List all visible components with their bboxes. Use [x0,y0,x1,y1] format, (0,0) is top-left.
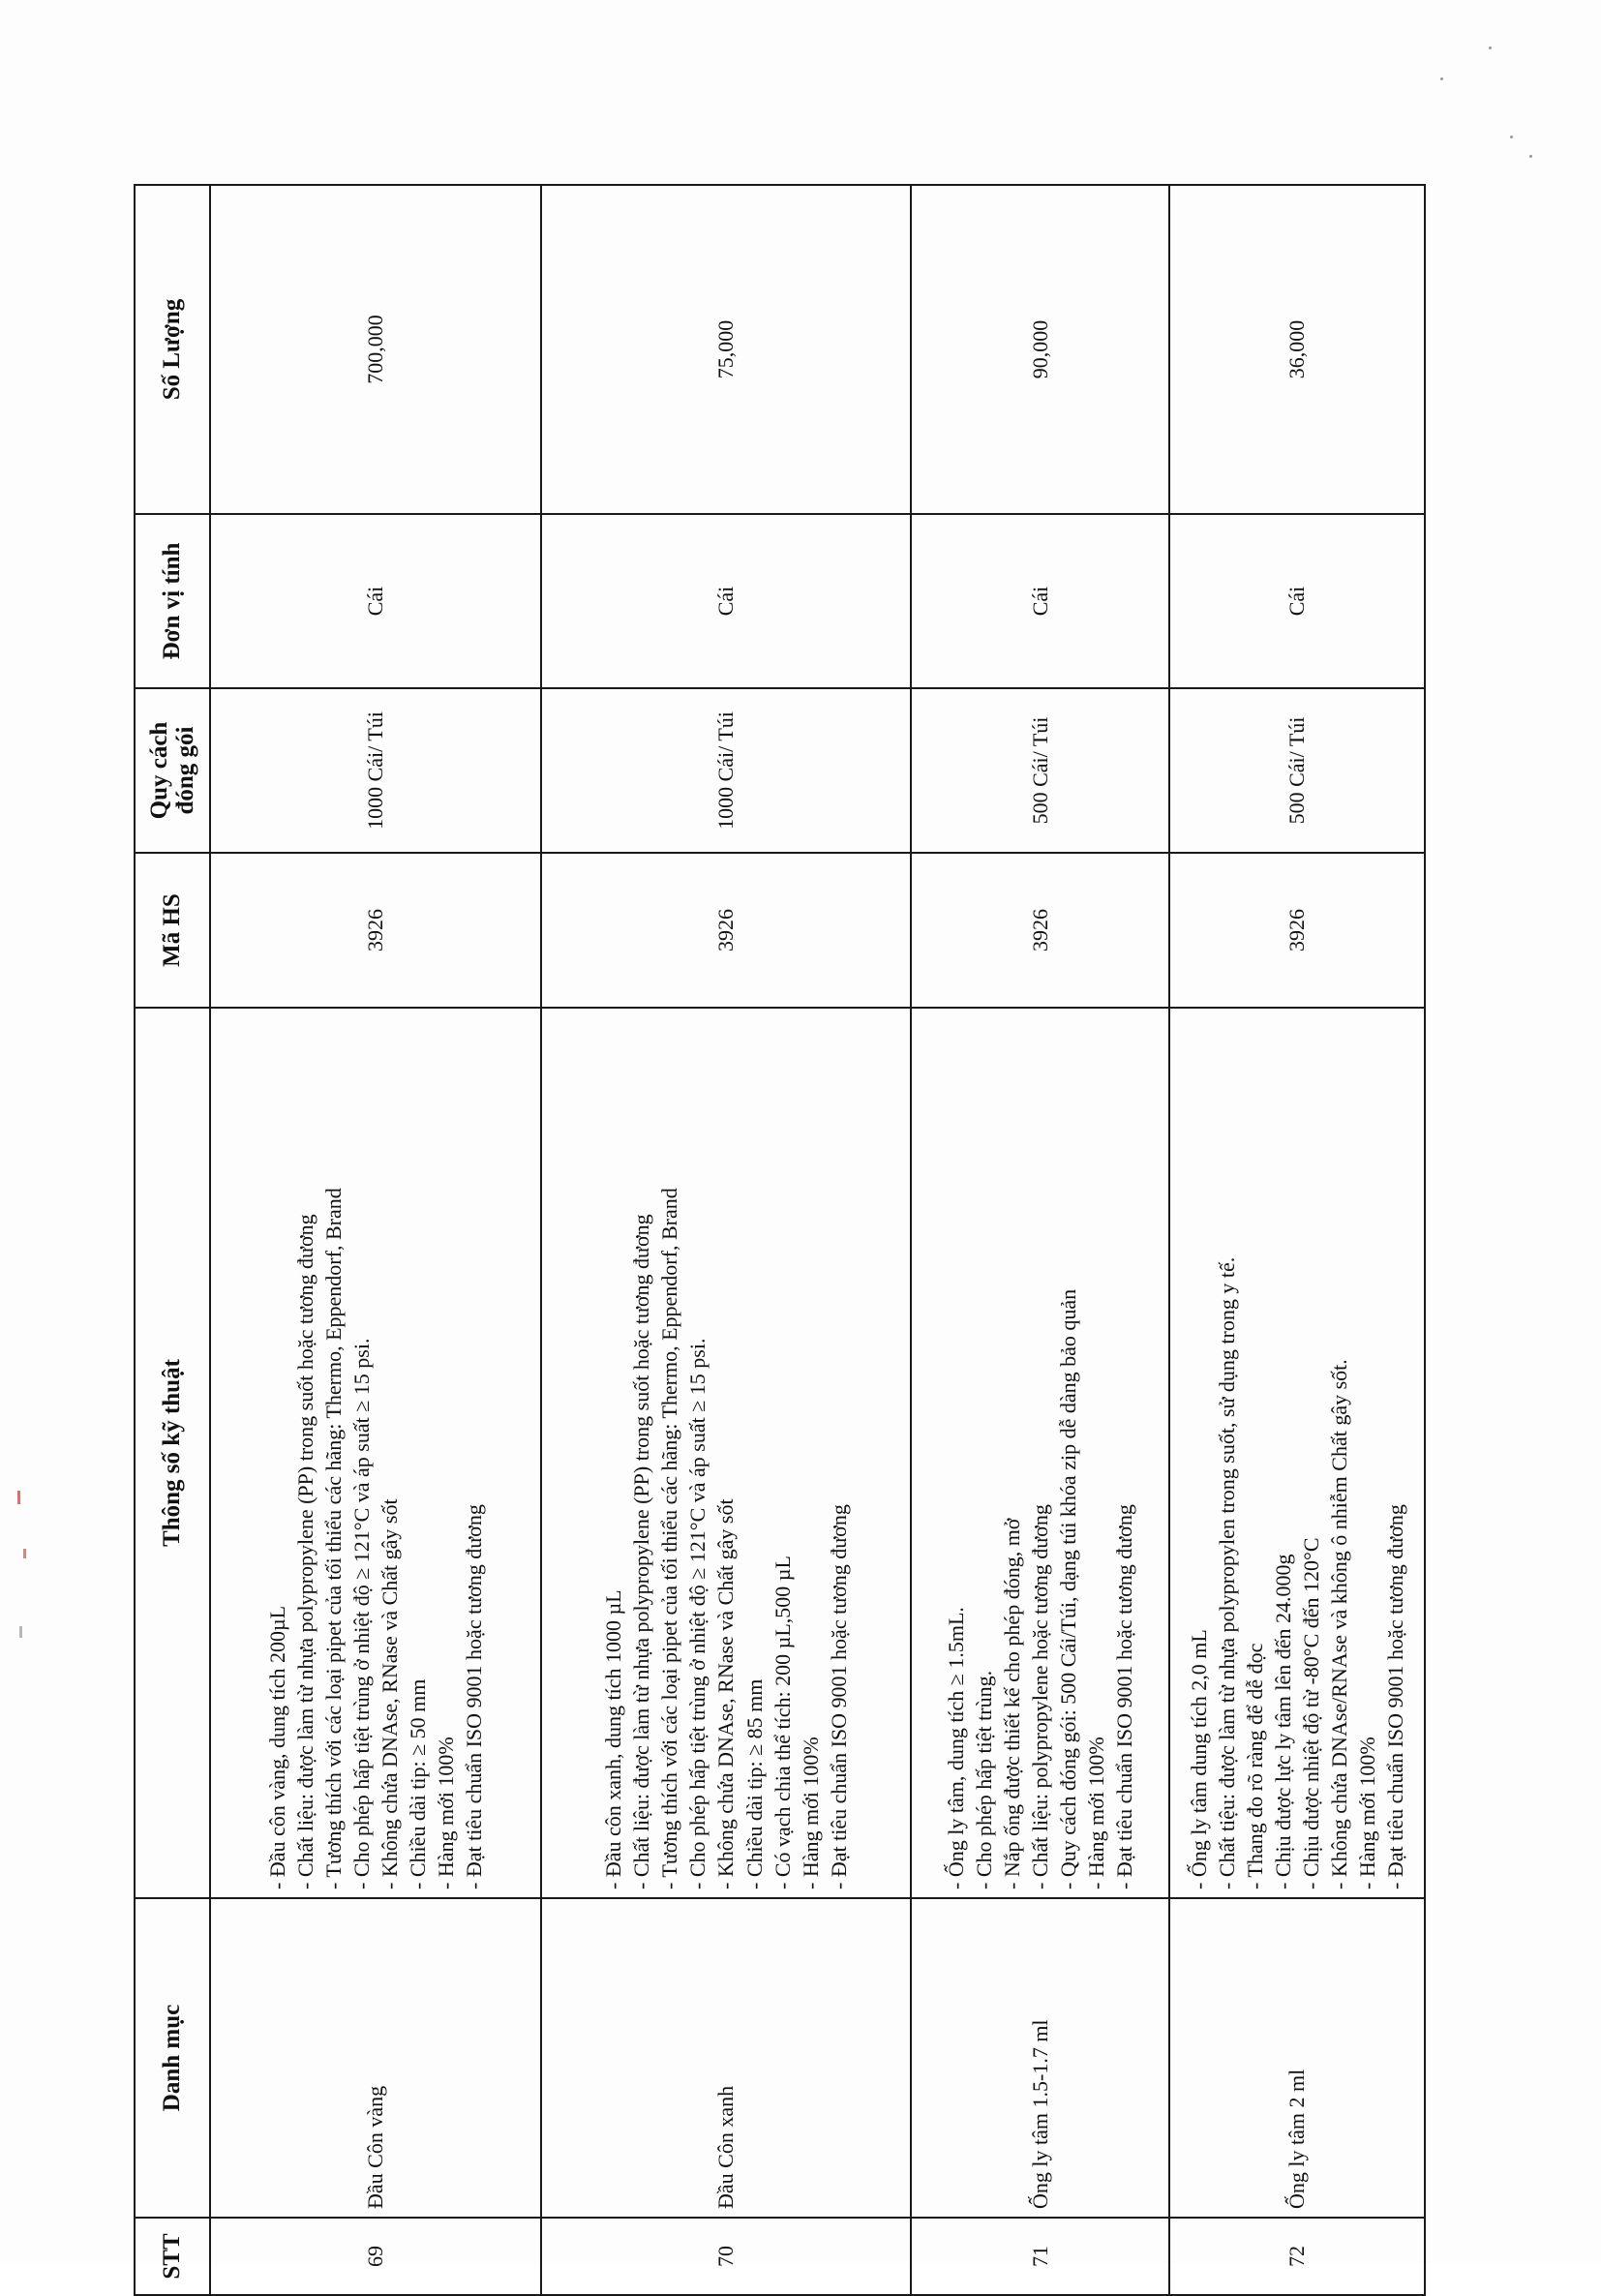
row-hs: 3926 [541,853,911,1008]
scan-mark [23,1549,26,1558]
row-hs: 3926 [1169,853,1425,1008]
spec-item: - Cho phép hấp tiệt trùng ở nhiệt độ ≥ 121°C và áp suất ≥ 15 psi. [683,1016,711,1889]
row-unit: Cái [210,514,541,688]
table-row [210,185,541,2295]
spec-item: - Ống ly tâm dung tích 2,0 mL [1185,1016,1213,1889]
spec-item: - Chất liệu: được làm từ nhựa polypropylene (PP) trong suốt hoặc tương đương [627,1016,655,1889]
header-qty: Số Lượng [135,185,210,514]
scan-speck [1440,77,1443,80]
spec-item: - Có vạch chia thể tích: 200 µL,500 µL [769,1016,797,1889]
spec-item: - Chịu được nhiệt độ từ -80°C đến 120°C [1297,1016,1325,1889]
spec-item: - Đạt tiêu chuẩn ISO 9001 hoặc tương đương [825,1016,853,1889]
spec-item: - Chịu được lực ly tâm lên đến 24.000g [1269,1016,1297,1889]
spec-list [599,1016,852,1889]
row-name: Đầu Côn xanh [541,1898,911,2218]
scan-mark [17,1491,20,1504]
spec-item: - Chất liệu: được làm từ nhựa polypropylene (PP) trong suốt hoặc tương đương [291,1016,319,1889]
spec-list [942,1016,1138,1889]
spec-item: - Không chứa DNAse, RNase và Chất gây sốt [376,1016,404,1889]
spec-item: - Chất tiệu: được làm từ nhựa polypropylen trong suốt, sử dụng trong y tế. [1213,1016,1241,1889]
spec-item: - Cho phép hấp tiệt trùng ở nhiệt độ ≥ 121°C và áp suất ≥ 15 psi. [347,1016,376,1889]
spec-item: - Hàng mới 100% [1353,1016,1381,1889]
spec-item: - Đạt tiêu chuẩn ISO 9001 hoặc tương đương [1381,1016,1409,1889]
header-hs: Mã HS [135,853,210,1008]
header-name: Danh mục [135,1898,210,2218]
table-row [911,185,1169,2295]
row-stt: 71 [911,2218,1169,2295]
row-name: Ống ly tâm 2 ml [1169,1898,1425,2218]
table-row [1169,185,1425,2295]
row-qty: 75,000 [541,185,911,514]
row-qty: 36,000 [1169,185,1425,514]
row-name: Ống ly tâm 1.5-1.7 ml [911,1898,1169,2218]
spec-item: - Không chứa DNAse, RNase và Chất gây sốt [711,1016,740,1889]
spec-list [263,1016,488,1889]
row-stt: 69 [210,2218,541,2295]
header-stt: STT [135,2218,210,2295]
spec-item: - Tương thích với các loại pipet của tối thiểu các hãng: Thermo, Eppendorf, Brand [655,1016,683,1889]
row-spec [541,1008,911,1898]
spec-item: - Tương thích với các loại pipet của tối thiểu các hãng: Thermo, Eppendorf, Brand [319,1016,347,1889]
row-spec [210,1008,541,1898]
spec-item: - Hàng mới 100% [432,1016,460,1889]
row-hs: 3926 [210,853,541,1008]
spec-item: - Chất liệu: polypropylene hoặc tương đương [1026,1016,1054,1889]
row-qty: 90,000 [911,185,1169,514]
spec-item: - Thang đo rõ ràng để dễ đọc [1241,1016,1269,1889]
scan-mark [19,1626,22,1638]
row-unit: Cái [1169,514,1425,688]
header-unit: Đơn vị tính [135,514,210,688]
spec-item: - Cho phép hấp tiệt trùng. [970,1016,998,1889]
row-pack: 500 Cái/ Túi [911,688,1169,853]
spec-item: - Không chứa DNAse/RNAse và không ô nhiễm Chất gây sốt. [1325,1016,1353,1889]
row-stt: 70 [541,2218,911,2295]
spec-list [1185,1016,1409,1889]
row-hs: 3926 [911,853,1169,1008]
rotated-table-wrapper [134,186,1421,2296]
row-pack: 1000 Cái/ Túi [541,688,911,853]
row-qty: 700,000 [210,185,541,514]
spec-item: - Đạt tiêu chuẩn ISO 9001 hoặc tương đương [460,1016,488,1889]
header-pack: Quy cách đóng gói [135,688,210,853]
spec-item: - Quy cách đóng gói: 500 Cái/Túi, dạng túi khóa zip dễ dàng bảo quản [1054,1016,1082,1889]
row-unit: Cái [541,514,911,688]
specification-table [134,184,1426,2296]
scan-speck [1529,155,1532,158]
spec-item: - Nắp ống được thiết kế cho phép đóng, mở [998,1016,1026,1889]
table-row [541,185,911,2295]
row-pack: 1000 Cái/ Túi [210,688,541,853]
row-name: Đầu Côn vàng [210,1898,541,2218]
spec-item: - Chiều dài tip: ≥ 50 mm [404,1016,432,1889]
scan-speck [1510,136,1513,138]
spec-item: - Hàng mới 100% [1082,1016,1110,1889]
row-unit: Cái [911,514,1169,688]
row-stt: 72 [1169,2218,1425,2295]
header-spec: Thông số kỹ thuật [135,1008,210,1898]
spec-item: - Đầu côn xanh, dung tích 1000 µL [599,1016,627,1889]
scan-speck [1489,46,1492,49]
row-spec [1169,1008,1425,1898]
row-pack: 500 Cái/ Túi [1169,688,1425,853]
row-spec [911,1008,1169,1898]
table-header-row [135,185,210,2295]
spec-item: - Đầu côn vàng, dung tích 200µL [263,1016,291,1889]
spec-item: - Hàng mới 100% [797,1016,825,1889]
spec-item: - Chiều dài tip: ≥ 85 mm [740,1016,769,1889]
spec-item: - Đạt tiêu chuẩn ISO 9001 hoặc tương đương [1110,1016,1138,1889]
spec-item: - Ống ly tâm, dung tích ≥ 1.5mL. [942,1016,970,1889]
